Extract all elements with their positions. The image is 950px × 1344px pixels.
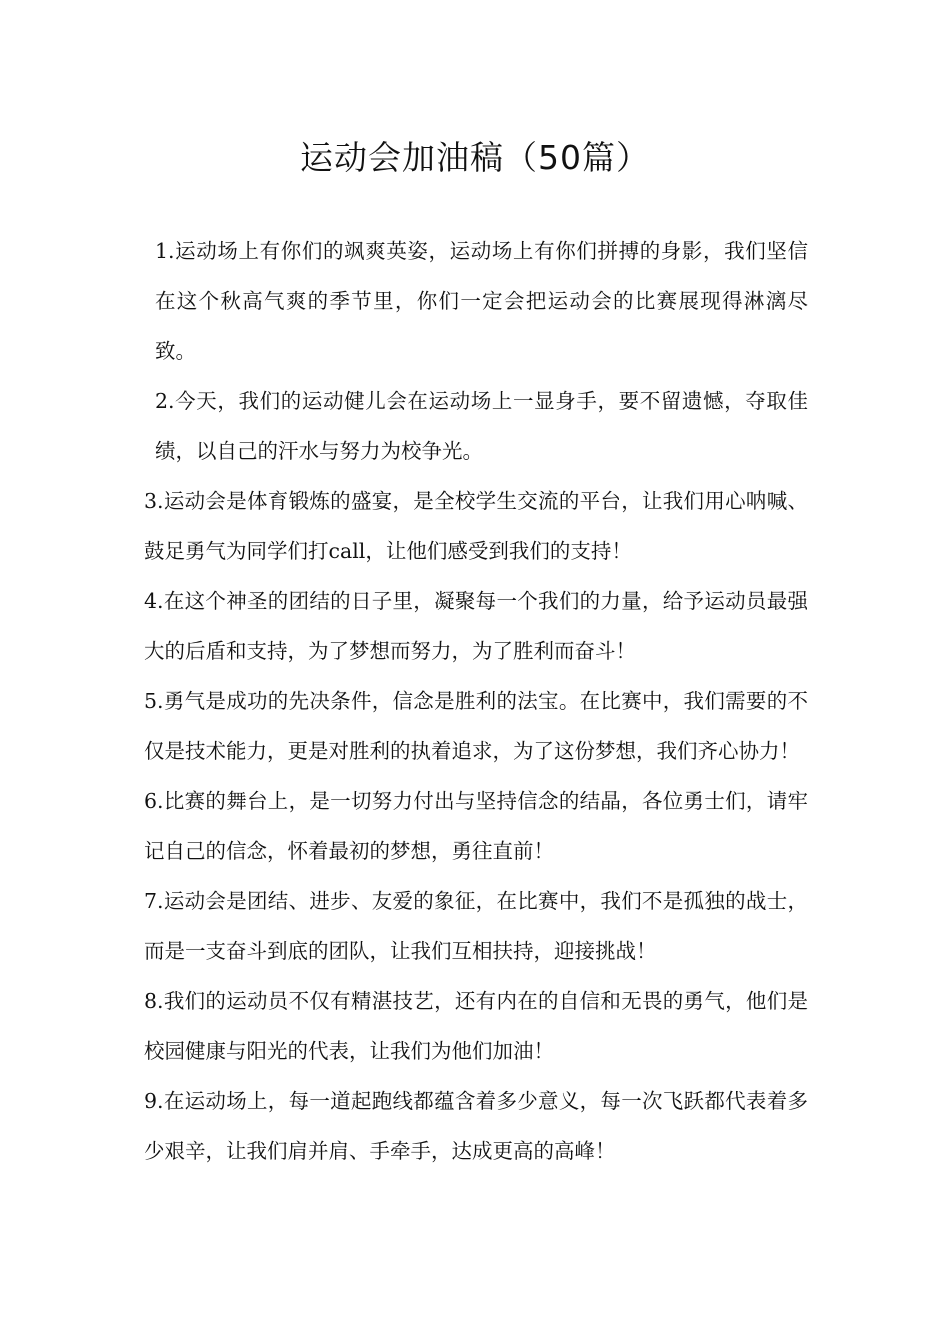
paragraph-8: 8.我们的运动员不仅有精湛技艺，还有内在的自信和无畏的勇气，他们是校园健康与阳光的代表，让我们为他们加油！	[144, 989, 808, 1063]
paragraph-4: 4.在这个神圣的团结的日子里，凝聚每一个我们的力量，给予运动员最强大的后盾和支持，为了梦想而努力，为了胜利而奋斗！	[144, 589, 808, 663]
paragraph-1: 1.运动场上有你们的飒爽英姿，运动场上有你们拼搏的身影，我们坚信在这个秋高气爽的季节里，你们一定会把运动会的比赛展现得淋漓尽致。	[155, 239, 808, 363]
paragraph-2: 2.今天，我们的运动健儿会在运动场上一显身手，要不留遗憾，夺取佳绩，以自己的汗水与努力为校争光。	[155, 389, 808, 463]
document-title: 运动会加油稿（50篇）	[300, 138, 650, 177]
paragraph-3: 3.运动会是体育锻炼的盛宴，是全校学生交流的平台，让我们用心呐喊、鼓足勇气为同学们打call，让他们感受到我们的支持！	[144, 489, 808, 563]
paragraph-5: 5.勇气是成功的先决条件，信念是胜利的法宝。在比赛中，我们需要的不仅是技术能力，更是对胜利的执着追求，为了这份梦想，我们齐心协力！	[144, 689, 808, 763]
paragraph-7: 7.运动会是团结、进步、友爱的象征，在比赛中，我们不是孤独的战士，而是一支奋斗到底的团队，让我们互相扶持，迎接挑战！	[144, 889, 808, 963]
paragraph-6: 6.比赛的舞台上，是一切努力付出与坚持信念的结晶，各位勇士们，请牢记自己的信念，怀着最初的梦想，勇往直前！	[144, 789, 808, 863]
paragraph-9: 9.在运动场上，每一道起跑线都蕴含着多少意义，每一次飞跃都代表着多少艰辛，让我们肩并肩、手牵手，达成更高的高峰！	[144, 1089, 808, 1163]
document-body	[144, 226, 808, 1176]
